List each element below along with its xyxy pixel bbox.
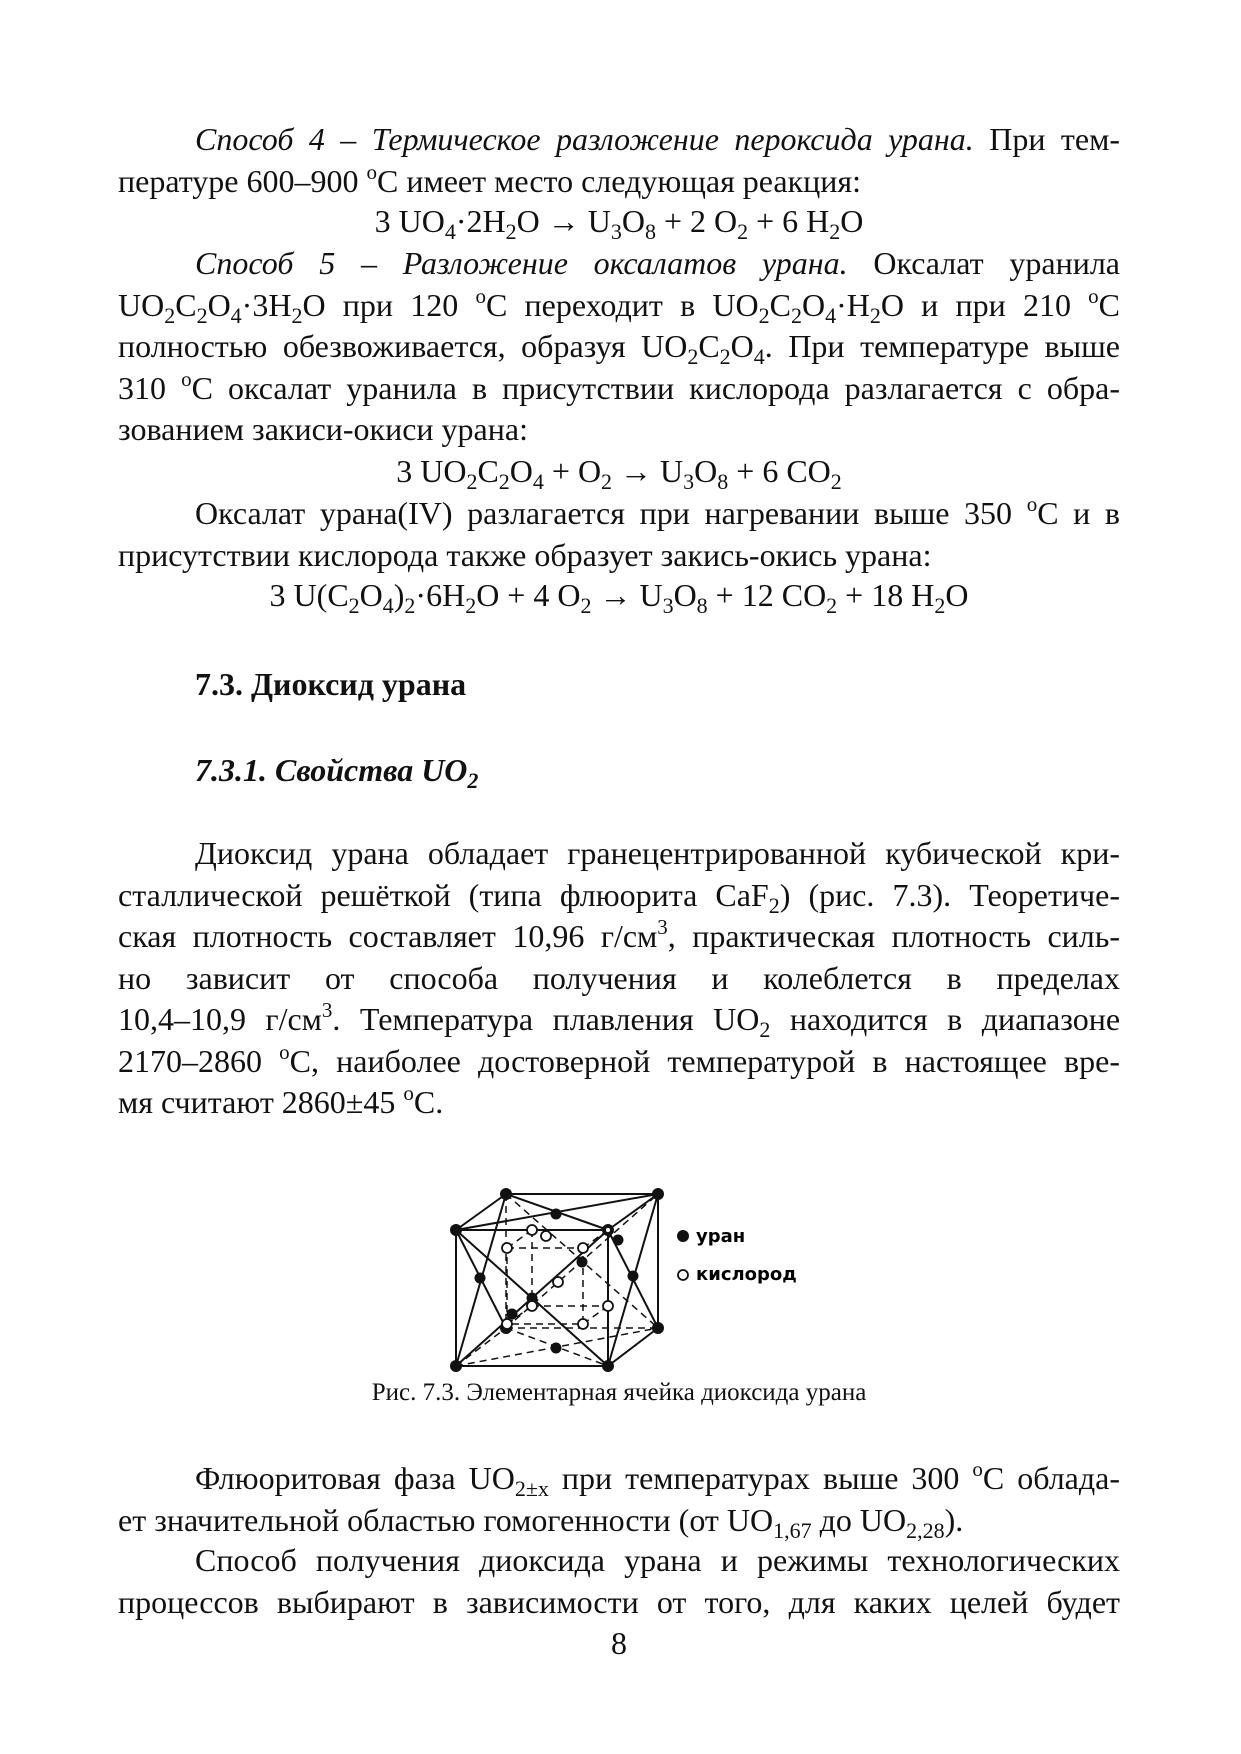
paragraph-uo2-properties: Диоксид урана обладает гранецентрированной кубической кри- сталлической решёткой (типа флюорита CaF$_2$) (рис. 7.3). Теоретиче- ская плотность составляет 10,96 $г/см^3$, практическая плотность силь- но зависит от способа получения и колеблется в пределах 10,4–10,9 $г/см^3$. Температура плавления $UO_2$ находится в диапазоне 2170–2860 $^o$C, наиболее достоверной температурой в настоящее вре- мя считают 2860±45 $^o$C.: [118, 835, 1121, 1120]
section-heading: 7.3. Диоксид урана: [195, 666, 467, 702]
legend-uranium: уран: [696, 1226, 746, 1247]
paragraph-method-4: Способ 4 – Термическое разложение пероксида урана. При тем- пературе 600–900 $^o$C имеет место следующая реакция:: [118, 121, 1121, 199]
equation-3: 3 $U(C_2O_4)_2\cdot 6H_2O + 4$ $O_2 \to U_3O_8 + 12$ $CO_2 + 18$ $H_2O$: [269, 577, 969, 618]
method-4-title: Способ 4 – Термическое разложение пероксида урана.: [195, 121, 974, 157]
method-5-title: Способ 5 – Разложение оксалатов урана.: [195, 245, 848, 281]
figure-caption: Рис. 7.3. Элементарная ячейка диоксида урана: [371, 1379, 867, 1406]
paragraph-oxalate-iv: Оксалат урана(IV) разлагается при нагревании выше 350 $^o$C и в присутствии кислорода также образует закись-окись урана:: [118, 492, 1121, 573]
uranium-legend-marker: [677, 1230, 689, 1242]
paragraph-fluorite-phase: Флюоритовая фаза $UO_{2\pm x}$ при температурах выше 300 $^o$C облада- ет значительной областью гомогенности (от $UO_{1,67}$ до $UO_{2,28}$).: [118, 1457, 1121, 1543]
equation-2: 3 $UO_2C_2O_4 + O_2 \to U_3O_8 + 6$ $CO_2$: [396, 453, 842, 494]
equation-1: 3 $UO_4\cdot 2H_2O \to U_3O_8 + 2$ $O_2 + 6$ $H_2O$: [374, 203, 864, 244]
legend-oxygen: кислород: [696, 1264, 797, 1285]
oxygen-legend-marker: [678, 1270, 688, 1280]
page-number: 8: [611, 1625, 627, 1661]
paragraph-method-choice: Способ получения диоксида урана и режимы технологических процессов выбирают в зависимости от того, для каких целей будет: [118, 1542, 1120, 1620]
paragraph-method-5: Способ 5 – Разложение оксалатов урана. Оксалат уранила $UO_2C_2O_4\cdot 3H_2O$ при 120 $^o$C переходит в $UO_2C_2O_4\cdot H_2O$ и при 210 $^o$C полностью обезвоживается, образуя $UO_2C_2O_4$. При температуре выше 310 $^o$C оксалат уранила в присутствии кислорода разлагается с обра- зованием закиси-окиси урана:: [118, 245, 1121, 447]
subsection-heading: 7.3.1. Свойства $UO_2$: [195, 752, 479, 793]
uo2-unit-cell-figure: [438, 1178, 838, 1373]
